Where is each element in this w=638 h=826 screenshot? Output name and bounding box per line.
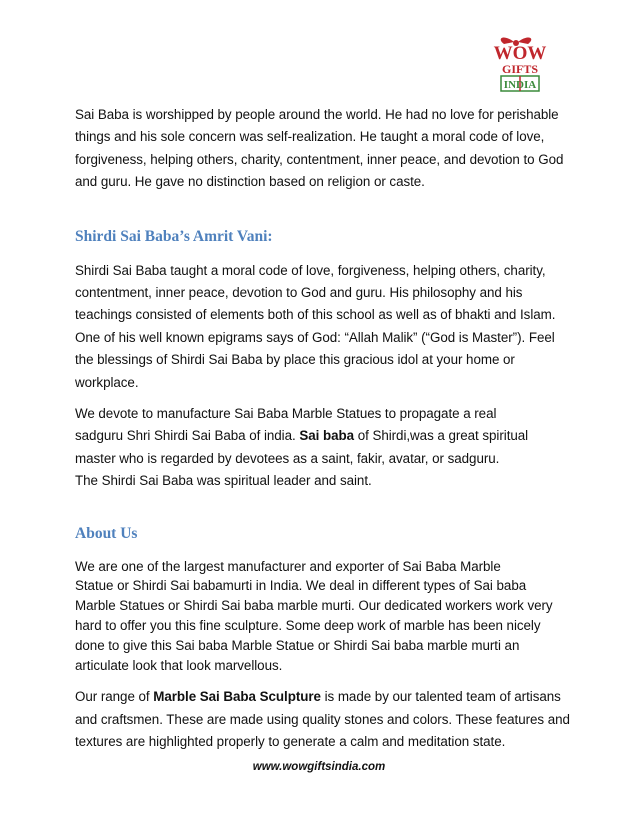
about-line-1: We are one of the largest manufacturer and exporter of Sai Baba Marble: [75, 558, 501, 574]
marble-line-2-pre: sadguru Shri Shirdi Sai Baba of india.: [75, 428, 300, 444]
logo-india-text: INDIA: [503, 79, 537, 91]
about-line-2: Statue or Shirdi Sai babamurti in India. We deal in different types of Sai baba: [75, 578, 527, 594]
sculpture-range-paragraph: [75, 686, 575, 753]
marble-line-4: The Shirdi Sai Baba was spiritual leader and saint.: [75, 473, 372, 489]
marble-line-1: We devote to manufacture Sai Baba Marble Statues to propagate a real: [75, 406, 497, 422]
amrit-vani-heading: Shirdi Sai Baba’s Amrit Vani:: [75, 227, 273, 245]
range-pre: Our range of: [75, 689, 154, 705]
about-line-4: hard to offer you this fine sculpture. Some deep work of marble has been nicely: [75, 618, 541, 634]
logo-wow-text: WOW: [493, 43, 547, 64]
about-line-6: articulate look that look marvellous.: [75, 657, 283, 673]
marble-line-2-post: of Shirdi,was a great spiritual: [354, 428, 529, 444]
marble-sai-baba-sculpture-bold: Marble Sai Baba Sculpture: [153, 689, 321, 705]
about-line-5: done to give this Sai baba Marble Statue or Shirdi Sai baba marble murti an: [75, 637, 520, 653]
about-us-paragraph: [75, 557, 575, 676]
marble-line-3: master who is regarded by devotees as a saint, fakir, avatar, or sadguru.: [75, 450, 500, 466]
marble-statues-paragraph: [75, 403, 575, 493]
footer-url: www.wowgiftsindia.com: [252, 761, 386, 773]
document-body: [75, 104, 575, 754]
gift-logo-icon: [474, 34, 566, 94]
wow-gifts-india-logo: [474, 34, 566, 94]
intro-paragraph: Sai Baba is worshipped by people around the world. He had no love for perishable things and his sole concern was self-realization. He taught a moral code of love, forgiveness, helping others, charity, contentment, inner peace, and devotion to God and guru. He gave no distinction based on religion or caste.: [75, 107, 564, 190]
sai-baba-bold: Sai baba: [299, 428, 355, 444]
logo-gifts-text: GIFTS: [501, 62, 539, 76]
about-us-heading: About Us: [75, 524, 138, 542]
about-line-3: Marble Statues or Shirdi Sai baba marble murti. Our dedicated workers work very: [75, 598, 553, 614]
range-post: is made by our talented team of artisans and craftsmen. These are made using quality stones and colors. These features and textures are highlighted properly to generate a calm and meditation state.: [75, 689, 570, 750]
amrit-vani-paragraph: Shirdi Sai Baba taught a moral code of love, forgiveness, helping others, charity, contentment, inner peace, devotion to God and guru. His philosophy and his teachings consisted of elements both of this school as well as of bhakti and Islam. One of his well known epigrams says of God: “Allah Malik” (“God is Master”). Feel the blessings of Shirdi Sai Baba by place this gracious idol at your home or workplace.: [75, 262, 556, 390]
